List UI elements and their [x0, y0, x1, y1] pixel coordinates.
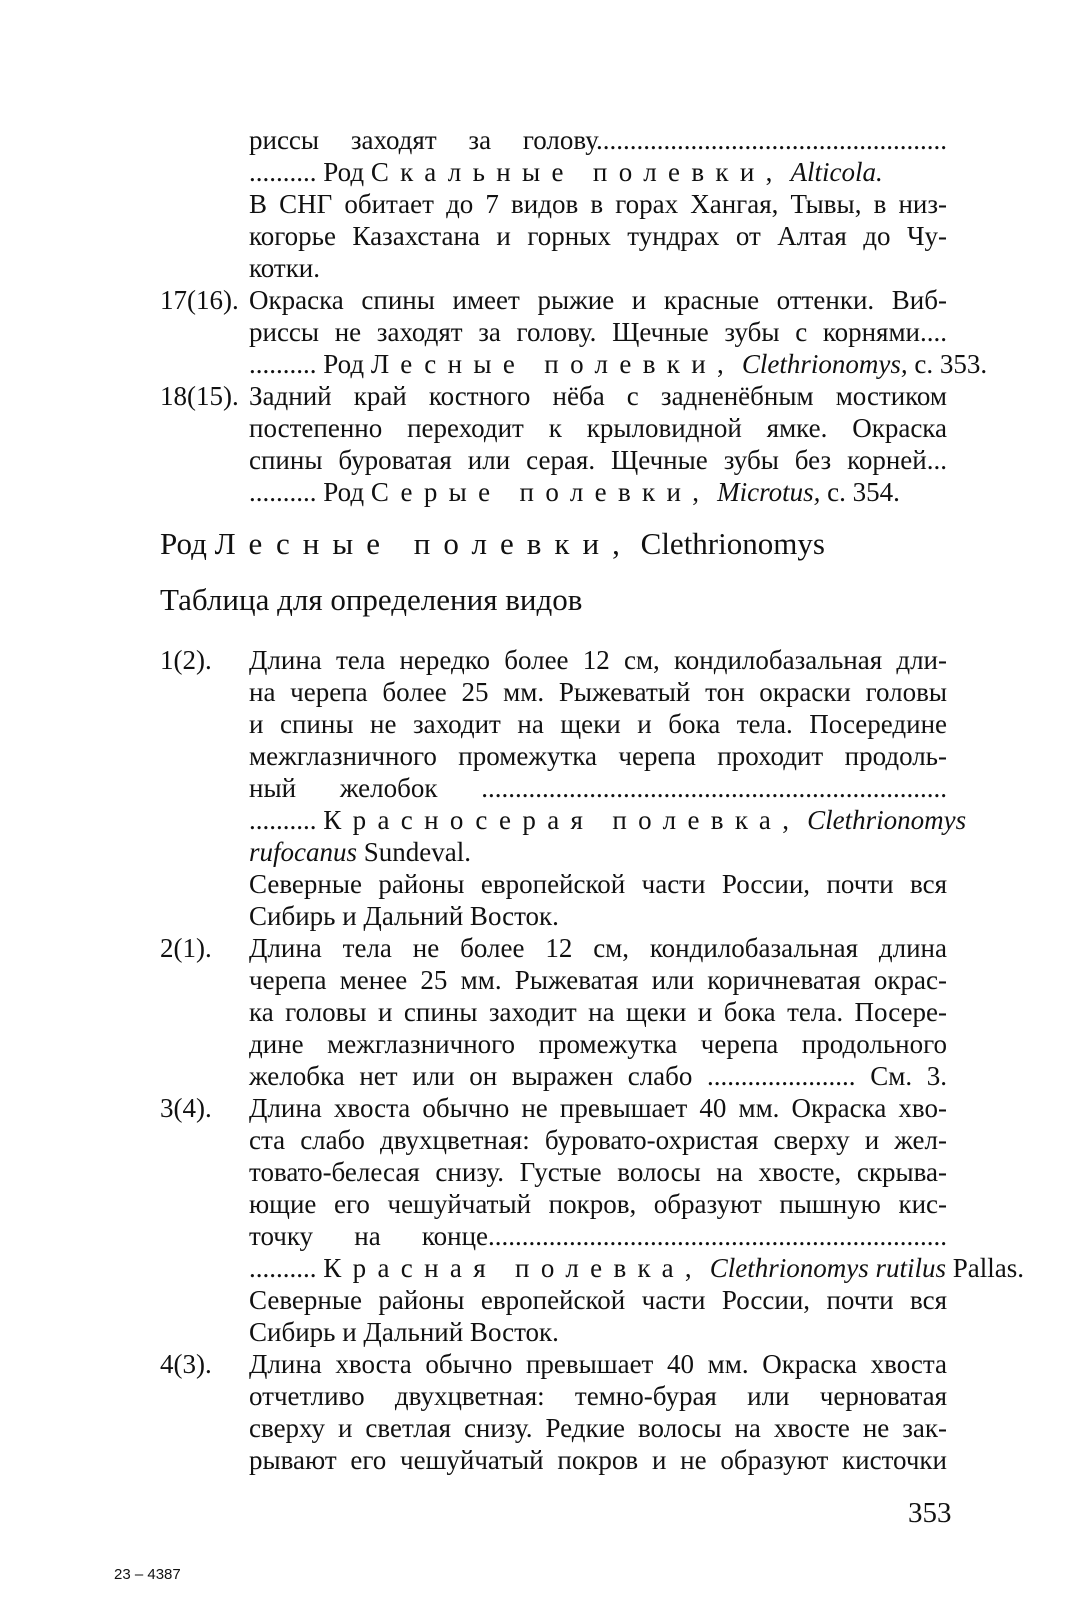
- species-latin-epithet: rufocanus: [249, 837, 357, 867]
- printer-signature: 23 – 4387: [114, 1566, 181, 1583]
- species-author: Sundeval.: [363, 837, 471, 867]
- page-reference: с. 353.: [914, 349, 988, 379]
- couplet-number: 18(15).: [160, 381, 239, 411]
- genus-latin-name: Alticola.: [790, 157, 883, 187]
- text-line: Задний край костного нёба с задненёбным мостиком: [249, 381, 947, 411]
- section-subtitle: Таблица для определения видов: [160, 582, 583, 617]
- text-line: товато-белесая снизу. Густые волосы на хвосте, скрыва-: [249, 1157, 947, 1187]
- range-line: Северные районы европейской части России, почти вся: [249, 1285, 947, 1315]
- rod-label: Род: [323, 157, 365, 187]
- couplet-number: 2(1).: [160, 933, 212, 963]
- text-line: котки.: [249, 253, 321, 283]
- text-line: Длина тела не более 12 см, кондилобазальная длина: [249, 933, 947, 963]
- text-line: отчетливо двухцветная: темно-бурая или черноватая: [249, 1381, 947, 1411]
- leader-dots: ..........: [249, 1253, 317, 1283]
- rod-label: Род: [323, 349, 365, 379]
- couplet-number: 17(16).: [160, 285, 239, 315]
- text-line: риссы не заходят за голову. Щечные зубы с корнями....: [249, 317, 947, 347]
- species-result-line: [249, 1252, 1025, 1284]
- text-line: постепенно переходит к крыловидной ямке. Окраска: [249, 413, 947, 443]
- couplet-number: 4(3).: [160, 1349, 212, 1379]
- genus-common-name: Серые полевки,: [370, 477, 711, 507]
- species-result-line-cont: [249, 836, 471, 868]
- range-line: Сибирь и Дальний Восток.: [249, 901, 559, 931]
- rod-label: Род: [160, 526, 207, 561]
- text-line: ка головы и спины заходит на щеки и бока тела. Посере-: [249, 997, 947, 1027]
- genus-clethrionomys-line: [249, 348, 987, 380]
- text-line: ющие его чешуйчатый покров, образуют пышную кис-: [249, 1189, 947, 1219]
- text-line: спины буроватая или серая. Щечные зубы без корней...: [249, 445, 947, 475]
- species-result-line: [249, 804, 967, 836]
- text-line: желобка нет или он выражен слабо ...................... См. 3.: [249, 1061, 947, 1091]
- genus-latin-name: Microtus,: [717, 477, 821, 507]
- genus-alticola-line: [249, 156, 883, 188]
- genus-common-name: Лесные полевки,: [214, 526, 633, 561]
- text-line: риссы заходят за голову....................................................: [249, 125, 947, 155]
- species-latin-name: Clethrionomys rutilus: [709, 1253, 947, 1283]
- text-line: точку на конце....................................................................: [249, 1221, 947, 1251]
- text-line: рывают его чешуйчатый покров и не образуют кисточки: [249, 1445, 947, 1475]
- range-line: Северные районы европейской части России, почти вся: [249, 869, 947, 899]
- genus-common-name: Лесные полевки,: [370, 349, 736, 379]
- leader-dots: ..........: [249, 349, 317, 379]
- leader-dots: ..........: [249, 477, 317, 507]
- section-heading: [160, 526, 825, 562]
- text-line: Длина тела нередко более 12 см, кондилобазальная дли-: [249, 645, 947, 675]
- text-line: Длина хвоста обычно не превышает 40 мм. Окраска хво-: [249, 1093, 947, 1123]
- text-line: ста слабо двухцветная: буровато-охристая сверху и жел-: [249, 1125, 947, 1155]
- text-line: Длина хвоста обычно превышает 40 мм. Окраска хвоста: [249, 1349, 947, 1379]
- species-latin-genus: Clethrionomys: [807, 805, 967, 835]
- text-line: дине межглазничного промежутка черепа продольного: [249, 1029, 947, 1059]
- rod-label: Род: [323, 477, 365, 507]
- text-line: сверху и светлая снизу. Редкие волосы на хвосте не зак-: [249, 1413, 947, 1443]
- range-line: Сибирь и Дальний Восток.: [249, 1317, 559, 1347]
- genus-microtus-line: [249, 476, 900, 508]
- leader-dots: ..........: [249, 805, 317, 835]
- genus-latin-name: Clethrionomys,: [741, 349, 908, 379]
- genus-common-name: Скальные полевки,: [370, 157, 784, 187]
- couplet-number: 1(2).: [160, 645, 212, 675]
- leader-dots: ..........: [249, 157, 317, 187]
- couplet-number: 3(4).: [160, 1093, 212, 1123]
- text-line: ный желобок .....................................................................: [249, 773, 947, 803]
- text-line: В СНГ обитает до 7 видов в горах Хангая, Тывы, в низ-: [249, 189, 947, 219]
- page-number: 353: [908, 1497, 952, 1529]
- text-line: на черепа более 25 мм. Рыжеватый тон окраски головы: [249, 677, 947, 707]
- species-common-name: Красная полевка,: [323, 1253, 704, 1283]
- species-author: Pallas.: [952, 1253, 1025, 1283]
- species-common-name: Красносерая полевка,: [323, 805, 801, 835]
- text-line: и спины не заходит на щеки и бока тела. Посередине: [249, 709, 947, 739]
- text-line: когорье Казахстана и горных тундрах от Алтая до Чу-: [249, 221, 947, 251]
- text-line: межглазничного промежутка черепа проходит продоль-: [249, 741, 947, 771]
- text-line: черепа менее 25 мм. Рыжеватая или коричневатая окрас-: [249, 965, 947, 995]
- text-line: Окраска спины имеет рыжие и красные оттенки. Виб-: [249, 285, 947, 315]
- genus-latin-name: Clethrionomys: [640, 526, 825, 561]
- page-reference: с. 354.: [827, 477, 900, 507]
